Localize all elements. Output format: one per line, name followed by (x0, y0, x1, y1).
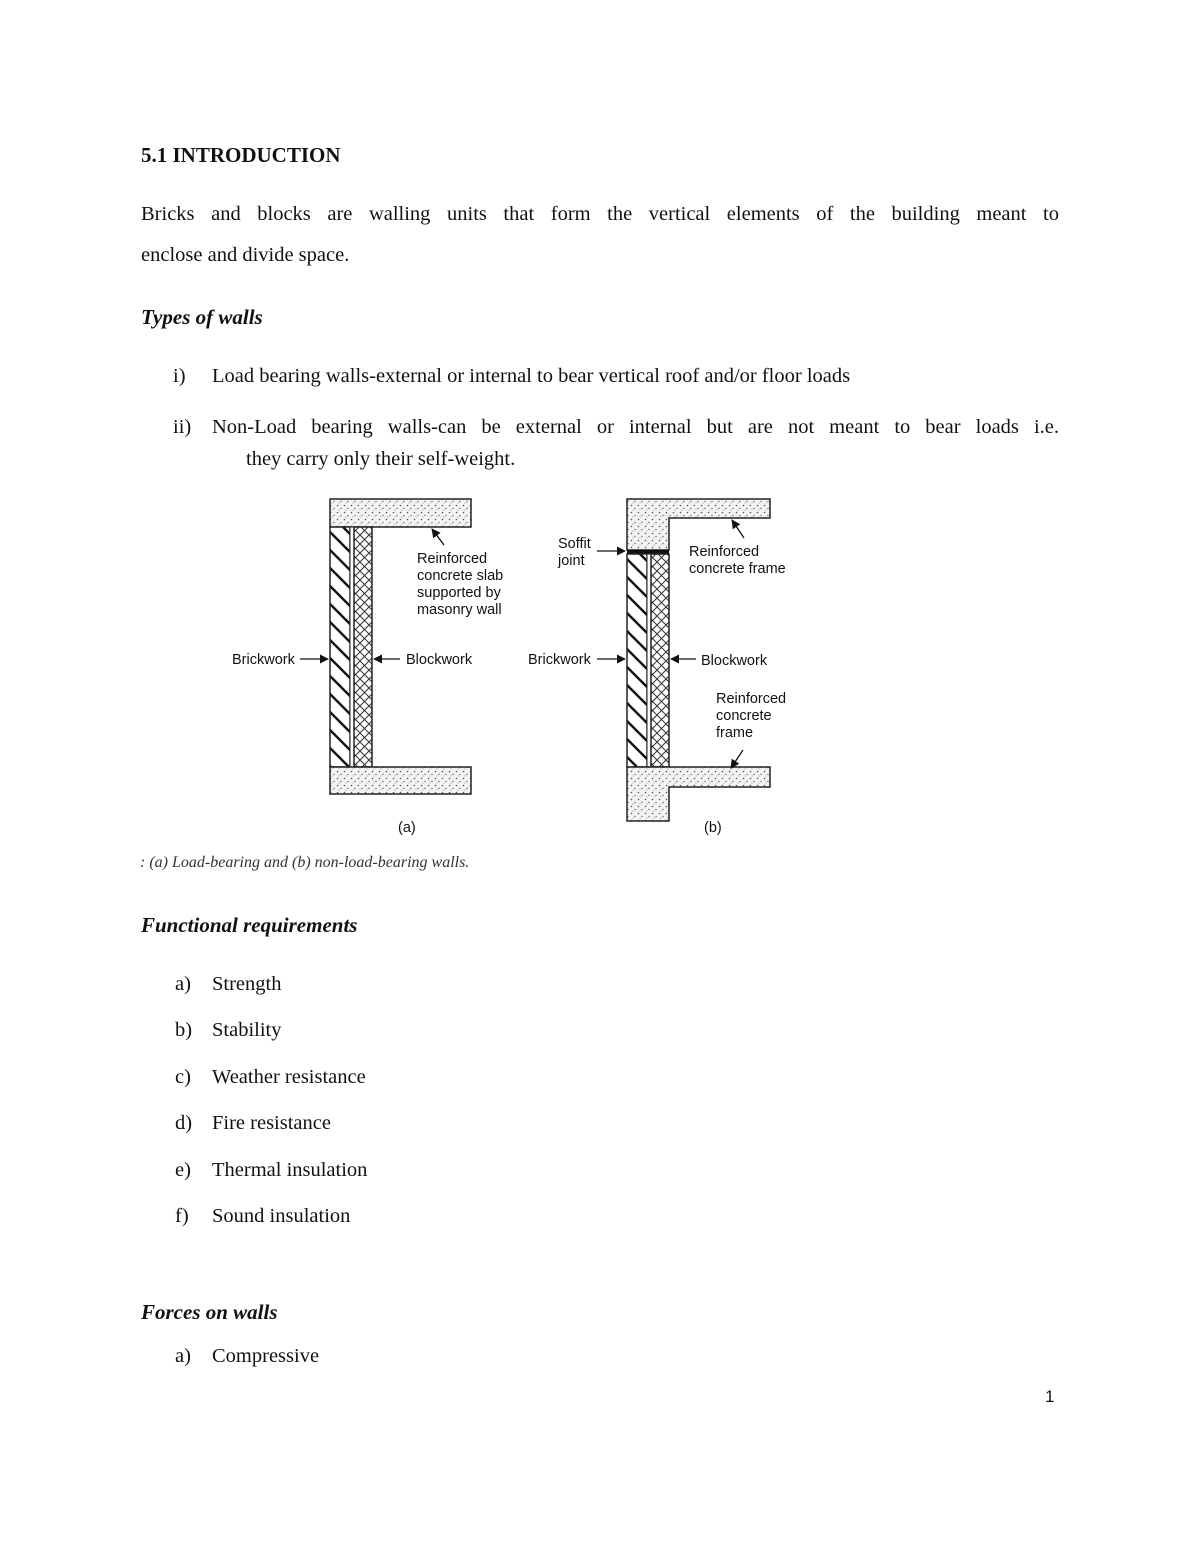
list-item (175, 1112, 331, 1135)
list-text: Sound insulation (212, 1205, 351, 1227)
slab-label-a-1: Reinforced (417, 551, 488, 567)
list-marker: i) (173, 365, 186, 387)
list-item (175, 973, 281, 996)
sublabel-b: (b) (704, 820, 722, 836)
frame-bottom-b (627, 767, 770, 821)
list-marker: c) (175, 1066, 191, 1088)
list-marker: d) (175, 1112, 193, 1134)
slab-top-a (330, 499, 471, 527)
list-marker: b) (175, 1019, 193, 1041)
blockwork-b (651, 554, 669, 767)
diagram-b (528, 499, 786, 836)
list-item (175, 1066, 366, 1089)
frame-top-b (627, 499, 770, 550)
brickwork-label-b: Brickwork (528, 652, 591, 668)
diagram-a (232, 499, 503, 836)
list-marker: a) (175, 973, 191, 995)
list-text: Load bearing walls-external or internal to bear vertical roof and/or floor loads (212, 365, 851, 387)
list-text: Fire resistance (212, 1112, 331, 1134)
intro-line-1: Bricks and blocks are walling units that form the vertical elements of the building meant to (141, 203, 1059, 225)
list-text: Strength (212, 973, 282, 995)
frame-top-arrow-b (732, 520, 744, 538)
list-text: Weather resistance (212, 1066, 366, 1088)
soffit-label-b-1: Soffit (558, 536, 591, 552)
list-text: Non-Load bearing walls-can be external or internal but are not meant to bear loads i.e. (212, 416, 1059, 438)
list-item (175, 1019, 281, 1042)
list-item (175, 1159, 367, 1182)
list-text: Compressive (212, 1345, 320, 1367)
slab-arrow-a (432, 529, 444, 545)
list-item (175, 1345, 319, 1368)
list-item (175, 1205, 350, 1228)
slab-label-a-2: concrete slab (417, 568, 504, 584)
sublabel-a: (a) (398, 820, 416, 836)
frame-bottom-label-b-3: frame (716, 725, 754, 741)
brickwork-b (627, 554, 647, 767)
frame-bottom-arrow-b (731, 750, 743, 768)
frame-top-label-b-2: concrete frame (689, 561, 786, 577)
forces-heading: Forces on walls (141, 1300, 278, 1324)
blockwork-a (354, 527, 372, 767)
frame-bottom-label-b-1: Reinforced (716, 691, 787, 707)
intro-line-2: enclose and divide space. (141, 244, 350, 266)
frame-top-label-b-1: Reinforced (689, 544, 760, 560)
list-marker: e) (175, 1159, 191, 1181)
slab-bottom-a (330, 767, 471, 794)
list-text: Stability (212, 1019, 282, 1041)
list-item (173, 365, 850, 388)
list-continuation: they carry only their self-weight. (246, 448, 516, 470)
list-item (173, 416, 1059, 439)
section-heading: 5.1 INTRODUCTION (141, 143, 341, 167)
wall-figure (0, 490, 900, 880)
soffit-label-b-2: joint (558, 553, 585, 569)
blockwork-label-a: Blockwork (406, 652, 473, 668)
page-number: 1 (1045, 1387, 1055, 1406)
brickwork-a (330, 527, 350, 767)
slab-label-a-3: supported by (417, 585, 501, 601)
blockwork-label-b: Blockwork (701, 653, 768, 669)
functional-heading: Functional requirements (141, 913, 358, 937)
figure-caption: : (a) Load-bearing and (b) non-load-bearing walls. (140, 854, 470, 871)
list-marker: f) (175, 1205, 189, 1227)
list-text: Thermal insulation (212, 1159, 368, 1181)
types-heading: Types of walls (141, 305, 263, 329)
list-marker: a) (175, 1345, 191, 1367)
frame-bottom-label-b-2: concrete (716, 708, 772, 724)
list-marker: ii) (173, 416, 192, 438)
slab-label-a-4: masonry wall (417, 602, 502, 618)
brickwork-label-a: Brickwork (232, 652, 295, 668)
